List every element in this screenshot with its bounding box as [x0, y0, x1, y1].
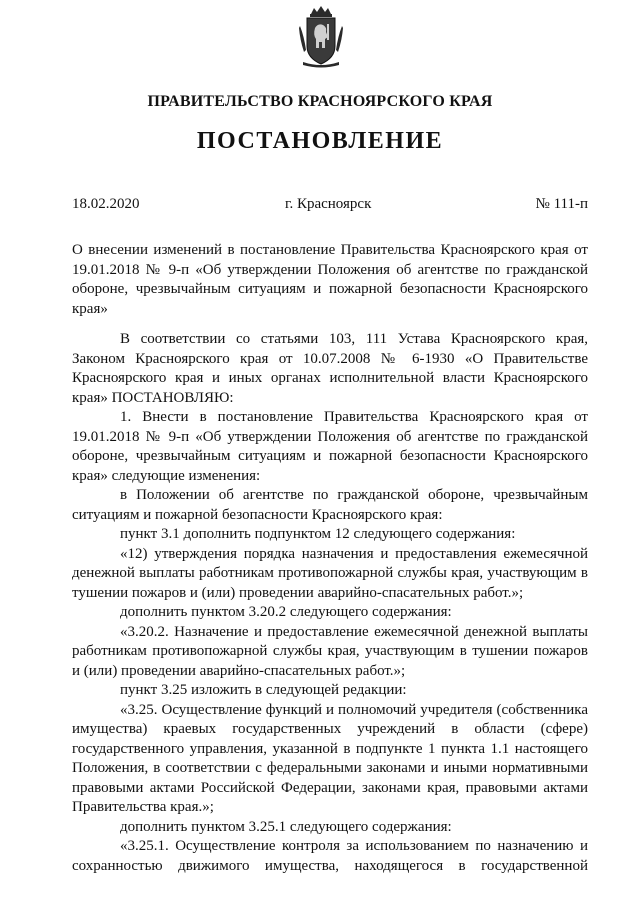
government-title: ПРАВИТЕЛЬСТВО КРАСНОЯРСКОГО КРАЯ	[147, 93, 493, 110]
paragraph-quote: «3.20.2. Назначение и предоставление ежемесячной денежной выплаты работникам противопожарной службы края, участвующим в тушении пожаров и (или) проведении аварийно-спасательных работ.»;	[72, 623, 588, 679]
paragraph: в Положении об агентстве по гражданской обороне, чрезвычайным ситуациям и пожарной безопасности Красноярского края:	[72, 487, 588, 523]
paragraph-quote: «3.25. Осуществление функций и полномочий учредителя (собственника имущества) краевых государственных учреждений в области (сфере) государственного управления, указанной в подпункте 1 пункта 1.1 настоящего Положения, в соответствии с федеральными законами и иными нормативными правовыми актами Российской Федерации, законами края, правовыми актами Правительства края.»;	[72, 701, 588, 815]
krasnoyarsk-coat-of-arms-icon	[298, 6, 344, 68]
paragraph: пункт 3.25 изложить в следующей редакции:	[120, 682, 407, 698]
paragraph-item-1: 1. Внести в постановление Правительства Красноярского края от 19.01.2018 № 9-п «Об утверждении Положения об агентстве по гражданской обороне, чрезвычайным ситуациям и пожарной безопасности Красноярского края» следующие изменения:	[72, 409, 588, 484]
paragraph-preamble: В соответствии со статьями 103, 111 Устава Красноярского края, Законом Красноярского края от 10.07.2008 № 6-1930 «О Правительстве Красноярского края и иных органах исполнительной власти Красноярского края» ПОСТАНОВЛЯЮ:	[72, 331, 588, 406]
paragraph: пункт 3.1 дополнить подпунктом 12 следующего содержания:	[120, 526, 516, 542]
paragraph: дополнить пунктом 3.20.2 следующего содержания:	[120, 604, 452, 620]
paragraph-quote: «3.25.1. Осуществление контроля за использованием по назначению и сохранностью движимого имущества, находящегося в государственной	[72, 838, 588, 874]
document-number: № 111-п	[535, 196, 588, 212]
document-type-title: ПОСТАНОВЛЕНИЕ	[196, 128, 444, 154]
document-body	[72, 330, 588, 876]
paragraph-quote: «12) утверждения порядка назначения и предоставления ежемесячной денежной выплаты работникам противопожарной службы края, участвующим в тушении пожаров и (или) проведении аварийно-спасательных работ.»;	[72, 545, 588, 601]
paragraph: дополнить пунктом 3.25.1 следующего содержания:	[120, 818, 452, 835]
document-city: г. Красноярск	[285, 196, 372, 212]
document-heading: О внесении изменений в постановление Правительства Красноярского края от 19.01.2018 № 9-п «Об утверждении Положения об агентстве по гражданской обороне, чрезвычайным ситуациям и пожарной безопасности Красноярского края»	[72, 242, 588, 317]
document-date: 18.02.2020	[72, 196, 140, 212]
